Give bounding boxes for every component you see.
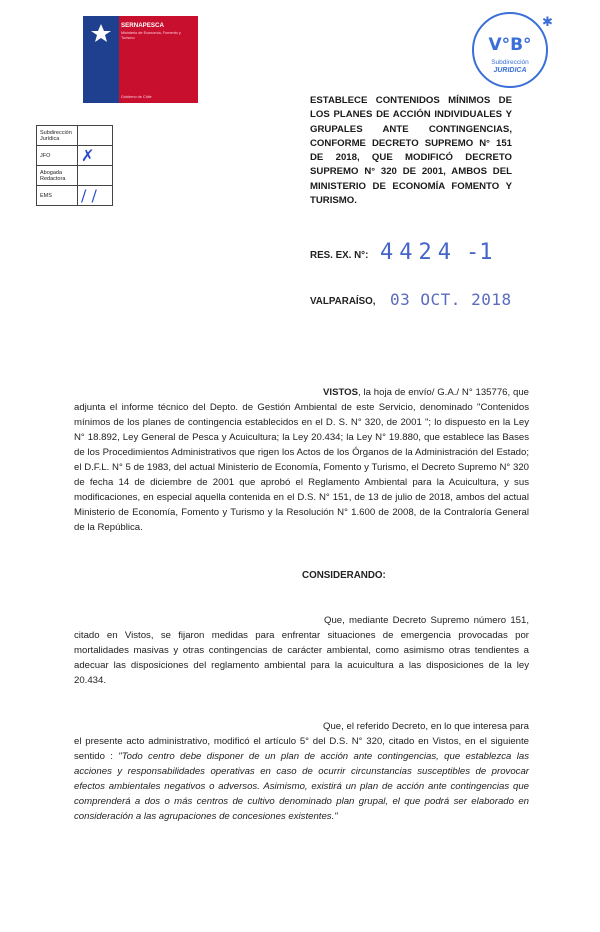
coat-of-arms-icon — [83, 16, 119, 56]
place-label: VALPARAÍSO, — [310, 296, 376, 307]
considerando-paragraph-1 — [74, 613, 529, 688]
logo-government: Gobierno de Chile — [121, 95, 152, 99]
date-stamp: 03 OCT. 2018 — [390, 290, 512, 309]
routing-mark: ✗ — [78, 146, 113, 166]
routing-mark — [78, 126, 113, 146]
vistos-text: , la hoja de envío/ G.A./ N° 135776, que adjunta el informe técnico del Depto. de Gestión Ambiental de este Servicio, denominado "Contenidos mínimos de los planes de contingencia establecidos en el D. S. N° 320, de 2001 "; lo dispuesto en la Ley N° 18.892, Ley General de Pesca y Acuicultura; la Ley 20.434; la Ley N° 19.880, que establece las Bases de los Procedimientos Administrativos que rigen los Actos de los Órganos de la Administración del Estado; el D.F.L. N° 5 de 1983, del actual Ministerio de Economía, Fomento y Turismo, el Decreto Supremo N° 320 de fecha 14 de diciembre de 2001 que aprobó el Reglamento Ambiental para la Acuicultura, y sus modificaciones, en especial aquella contenida en el D.S. N° 151, de 13 de julio de 2018, ambos del actual Ministerio de Economía, Fomento y Turismo y la Resolución N° 1.600 de 2008, de la Contraloría General de la República. — [74, 387, 529, 533]
considerando-heading: CONSIDERANDO: — [302, 570, 386, 581]
resolution-number: 4424 — [380, 240, 457, 265]
considerando-1-text: Que, mediante Decreto Supremo número 151, citado en Vistos, se fijaron medidas para enfrentar situaciones de emergencia provocadas por mortalidades masivas y otras contingencias de carácter ambiental, como asimismo otras tendientes a adecuar las disposiciones del reglamento ambiental para la acuicultura a las disposiciones de la ley 20.434. — [74, 615, 529, 686]
considerando-2-quote: "Todo centro debe disponer de un plan de acción ante contingencias, que establezca las acciones y responsabilidades operativas en caso de ocurrir circunstancias susceptibles de provocar efectos ambientales negativos o adversos. Asimismo, existirá un plan de acción ante contingencias que comprenderá a dos o más centros de cultivo denominado plan grupal, el que podrá ser elaborado en consideración a las agrupaciones de concesiones existentes." — [74, 751, 530, 822]
logo-title: SERNAPESCA — [121, 22, 164, 29]
routing-mark: / / — [78, 186, 113, 206]
stamp-line1: Subdirección — [491, 59, 529, 66]
routing-label: JFO — [37, 146, 78, 166]
routing-row — [37, 126, 113, 146]
considerando-2-text: Que, el referido Decreto, en lo que interesa para el presente acto administrativo, modificó el artículo 5° del D.S. N° 320, citado en Vistos, en el siguiente sentido : — [74, 721, 529, 762]
vistos-paragraph — [74, 385, 529, 535]
routing-row — [37, 146, 113, 166]
routing-label: Subdirección Jurídica — [37, 126, 78, 146]
routing-row — [37, 186, 113, 206]
considerando-paragraph-2 — [74, 719, 529, 824]
document-title: ESTABLECE CONTENIDOS MÍNIMOS DE LOS PLANES DE ACCIÓN INDIVIDUALES Y GRUPALES ANTE CONTINGENCIAS, CONFORME DECRETO SUPREMO N° 151 DE 2018, QUE MODIFICÓ DECRETO SUPREMO N° 320 DE 2001, AMBOS DEL MINISTERIO DE ECONOMÍA FOMENTO Y TURISMO. — [310, 95, 512, 207]
sernapesca-logo — [83, 16, 198, 103]
vb-stamp — [472, 12, 548, 88]
logo-flag-panel — [83, 16, 119, 103]
routing-row — [37, 166, 113, 186]
logo-subtitle: Ministerio de Economía, Fomento y Turismo — [121, 31, 181, 40]
stamp-line2: JURIDICA — [493, 67, 527, 74]
routing-label: EMS — [37, 186, 78, 206]
resolution-label: RES. EX. N°: — [310, 250, 369, 261]
routing-mark — [78, 166, 113, 186]
resolution-suffix: -1 — [466, 240, 493, 265]
vistos-lead: VISTOS — [323, 387, 359, 398]
stamp-vb: V°B° — [488, 35, 532, 55]
routing-label: Abogada Redactora — [37, 166, 78, 186]
routing-table — [36, 125, 113, 206]
stamp-mark-icon: ✱ — [542, 14, 553, 29]
